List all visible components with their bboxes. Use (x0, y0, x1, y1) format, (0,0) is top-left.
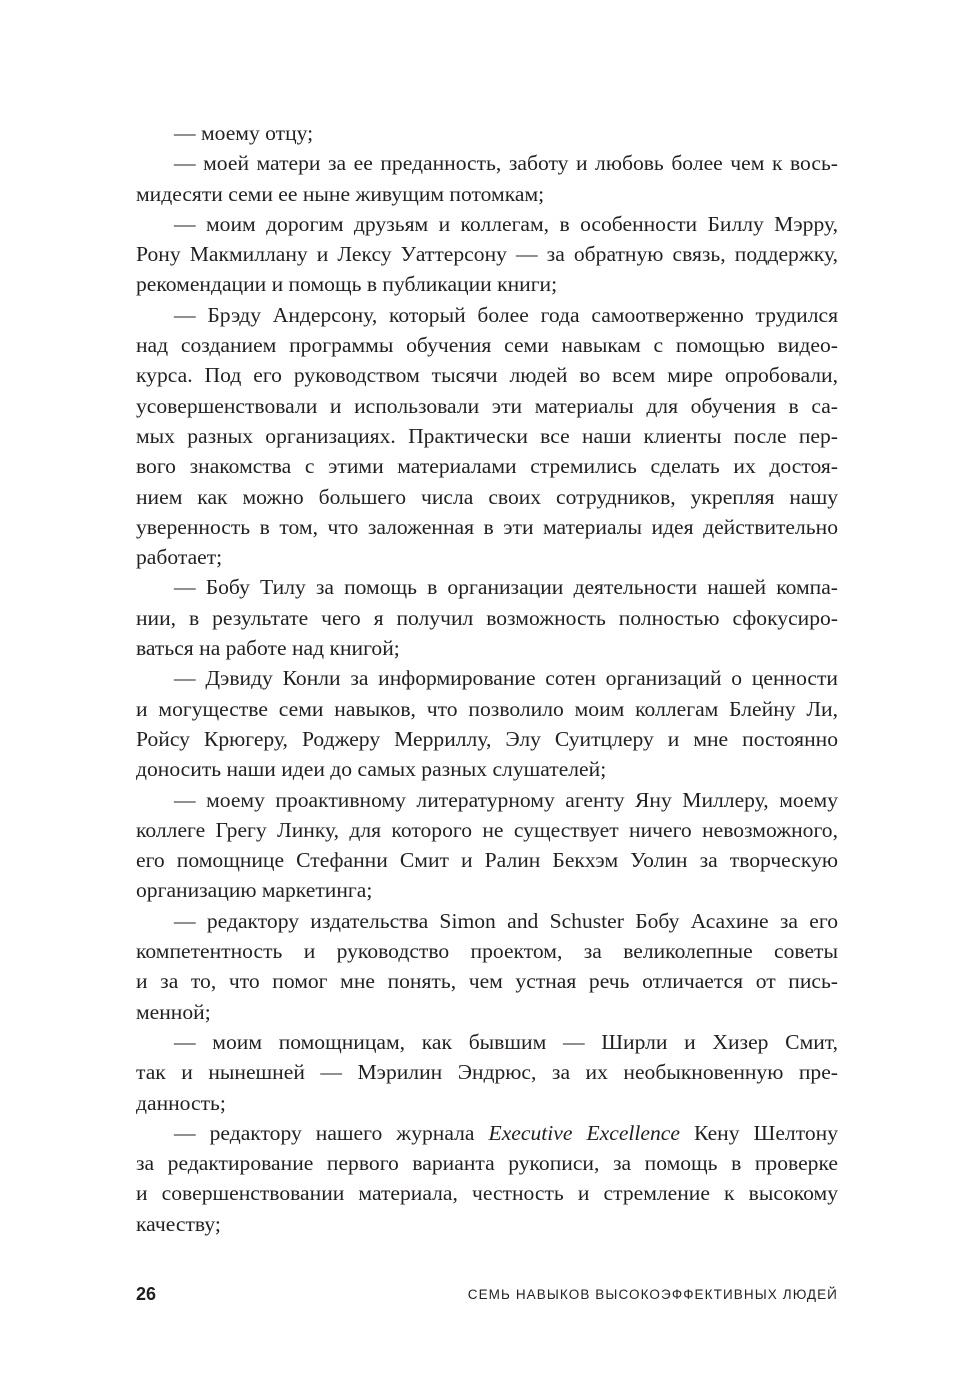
text-line: его помощнице Стефанни Смит и Ралин Бекхэм Уолин за творческую (136, 848, 838, 873)
text-line: — Брэду Андерсону, который более года самоотверженно трудился (174, 302, 838, 327)
paragraph (136, 572, 838, 663)
text-line: работает; (136, 545, 223, 570)
text-line: ваться на работе над книгой; (136, 636, 400, 661)
page-footer (136, 1282, 838, 1306)
text-line: — редактору издательства Simon and Schuster Бобу Асахине за его (174, 908, 838, 933)
paragraph (136, 209, 838, 300)
text-line: мых разных организациях. Практически все наши клиенты после пер- (136, 423, 838, 448)
text-line: Ройсу Крюгеру, Роджеру Мерриллу, Элу Суитцлеру и мне постоянно (136, 726, 838, 751)
text-line: организацию маркетинга; (136, 878, 373, 903)
text-line: менной; (136, 999, 211, 1024)
text-line: и за то, что помог мне понять, чем устная речь отличается от пись- (136, 969, 838, 994)
text-line: и совершенствовании материала, честность и стремление к высокому (136, 1181, 838, 1206)
text-line: нии, в результате чего я получил возможность полностью сфокусиро- (136, 605, 838, 630)
paragraph (136, 1118, 838, 1239)
text-line: — моему отцу; (174, 121, 314, 145)
paragraph (136, 663, 838, 784)
text-line: — моему проактивному литературному агенту Яну Миллеру, моему (174, 787, 838, 812)
text-line: и могуществе семи навыков, что позволило моим коллегам Блейну Ли, (136, 696, 838, 721)
text-line: коллеге Грегу Линку, для которого не существует ничего невозможного, (136, 817, 838, 842)
text-line: — редактору нашего журнала Executive Excellence Кену Шелтону (174, 1120, 838, 1145)
text-line: над созданием программы обучения семи навыкам с помощью видео- (136, 333, 838, 358)
text-line: — Бобу Тилу за помощь в организации деятельности нашей компа- (174, 575, 838, 600)
text-line: качеству; (136, 1211, 221, 1236)
text-line: — моей матери за ее преданность, заботу и любовь более чем к вось- (174, 151, 838, 176)
text-line: Рону Макмиллану и Лексу Уаттерсону — за обратную связь, поддержку, (136, 242, 838, 267)
text-line: нием как можно большего числа своих сотрудников, укрепляя нашу (136, 484, 838, 509)
paragraph (136, 906, 838, 1027)
text-line: так и нынешней — Мэрилин Эндрюс, за их необыкновенную пре- (136, 1060, 838, 1085)
page-number: 26 (136, 1284, 157, 1304)
text-line: рекомендации и помощь в публикации книги; (136, 272, 558, 297)
text-line: доносить наши идеи до самых разных слушателей; (136, 757, 607, 782)
text-line: — Дэвиду Конли за информирование сотен организаций о ценности (174, 666, 838, 691)
paragraph (136, 148, 838, 209)
text-line: за редактирование первого варианта рукописи, за помощь в проверке (136, 1151, 838, 1176)
body-text (136, 118, 838, 1239)
paragraph (136, 118, 838, 148)
text-line: курса. Под его руководством тысячи людей во всем мире опробовали, (136, 363, 838, 388)
paragraph (136, 1027, 838, 1118)
text-line: усовершенствовали и использовали эти материалы для обучения в са- (136, 393, 838, 418)
text-line: уверенность в том, что заложенная в эти материалы идея действительно (136, 514, 838, 539)
text-line: компетентность и руководство проектом, за великолепные советы (136, 939, 838, 964)
text-line: мидесяти семи ее ныне живущим потомкам; (136, 181, 545, 206)
text-line: вого знакомства с этими материалами стремились сделать их достоя- (136, 454, 838, 479)
text-line: — моим дорогим друзьям и коллегам, в особенности Биллу Мэрру, (174, 211, 838, 236)
paragraph (136, 300, 838, 573)
journal-title: Executive Excellence (488, 1120, 680, 1145)
text-line: данность; (136, 1090, 226, 1115)
running-title: СЕМЬ НАВЫКОВ ВЫСОКОЭФФЕКТИВНЫХ ЛЮДЕЙ (467, 1287, 838, 1302)
paragraph (136, 785, 838, 906)
text-line: — моим помощницам, как бывшим — Ширли и Хизер Смит, (174, 1029, 838, 1054)
